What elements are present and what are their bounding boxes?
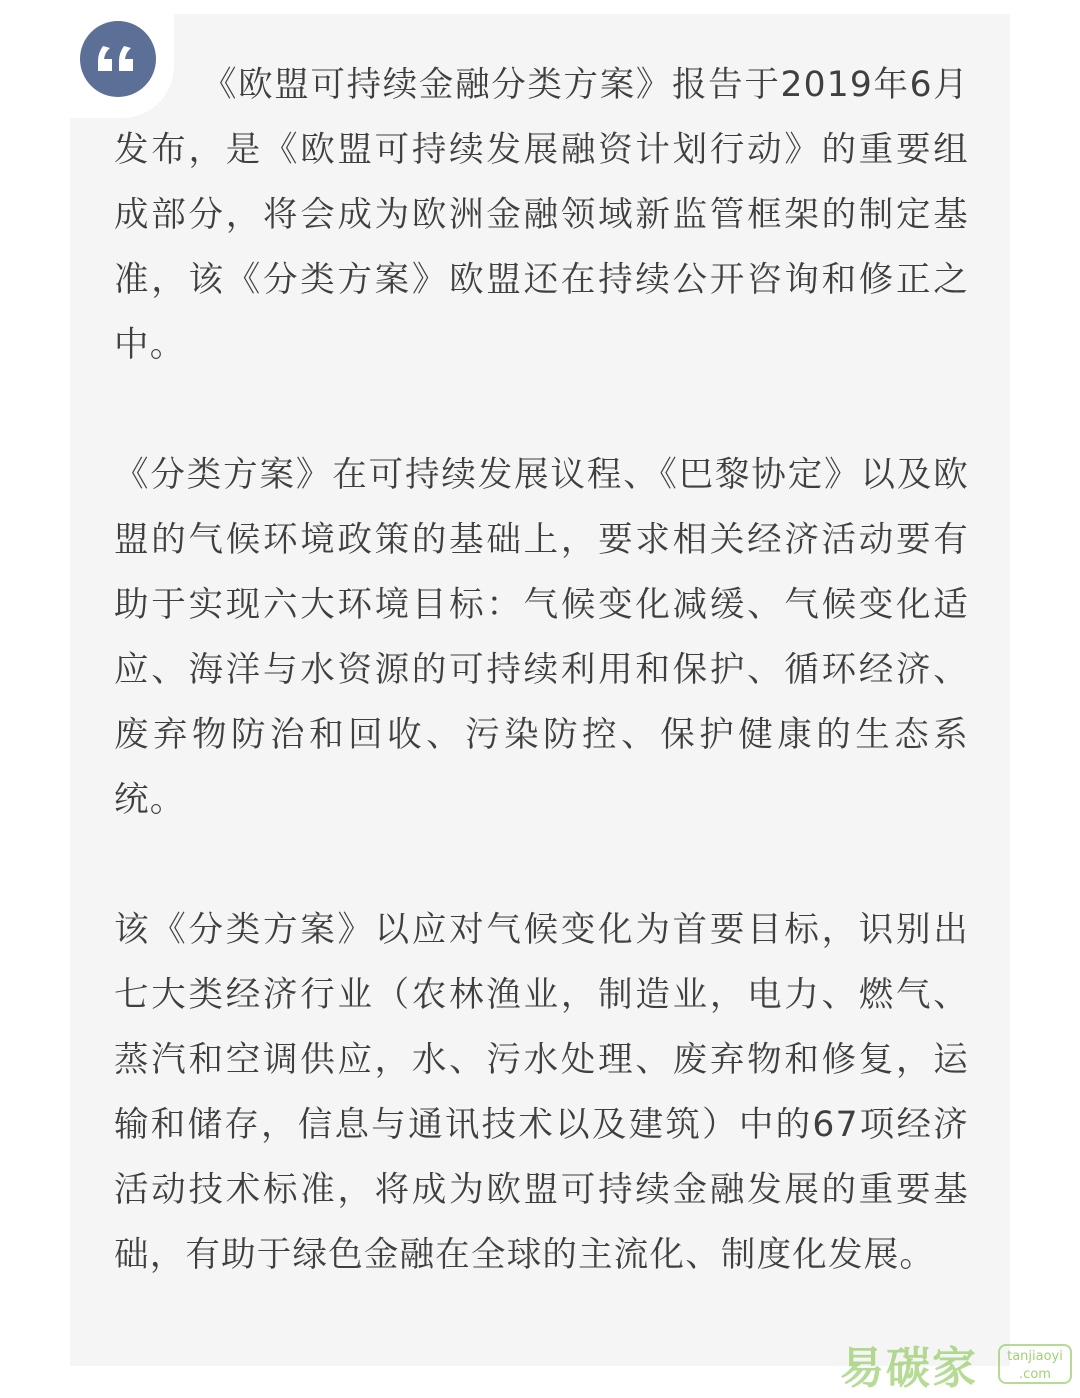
watermark-brand: 易碳家 [840, 1343, 978, 1394]
paragraph-2: 《分类方案》在可持续发展议程、《巴黎协定》以及欧盟的气候环境政策的基础上，要求相关经济活动要有助于实现六大环境目标：气候变化减缓、气候变化适应、海洋与水资源的可持续利用和保护、循环经济、废弃物防治和回收、污染防控、保护健康的生态系统。 [114, 455, 969, 820]
paragraph-spacer [114, 833, 969, 898]
watermark-domain-badge [998, 1344, 1072, 1384]
paragraph-spacer [114, 378, 969, 443]
watermark-domain-line1: tanjiaoyi [1007, 1349, 1063, 1364]
paragraph-3: 该《分类方案》以应对气候变化为首要目标，识别出七大类经济行业（农林渔业，制造业，电力、燃气、蒸汽和空调供应，水、污水处理、废弃物和修复，运输和储存，信息与通讯技术以及建筑）中的67项经济活动技术标准，将成为欧盟可持续金融发展的重要基础，有助于绿色金融在全球的主流化、制度化发展。 [114, 910, 969, 1275]
watermark-domain-line2: .com [1019, 1367, 1051, 1382]
site-watermark [830, 1330, 1080, 1398]
article-body [114, 53, 969, 1288]
paragraph-1: 《欧盟可持续金融分类方案》报告于2019年6月发布，是《欧盟可持续发展融资计划行动》的重要组成部分，将会成为欧洲金融领域新监管框架的制定基准，该《分类方案》欧盟还在持续公开咨询和修正之中。 [114, 65, 969, 365]
